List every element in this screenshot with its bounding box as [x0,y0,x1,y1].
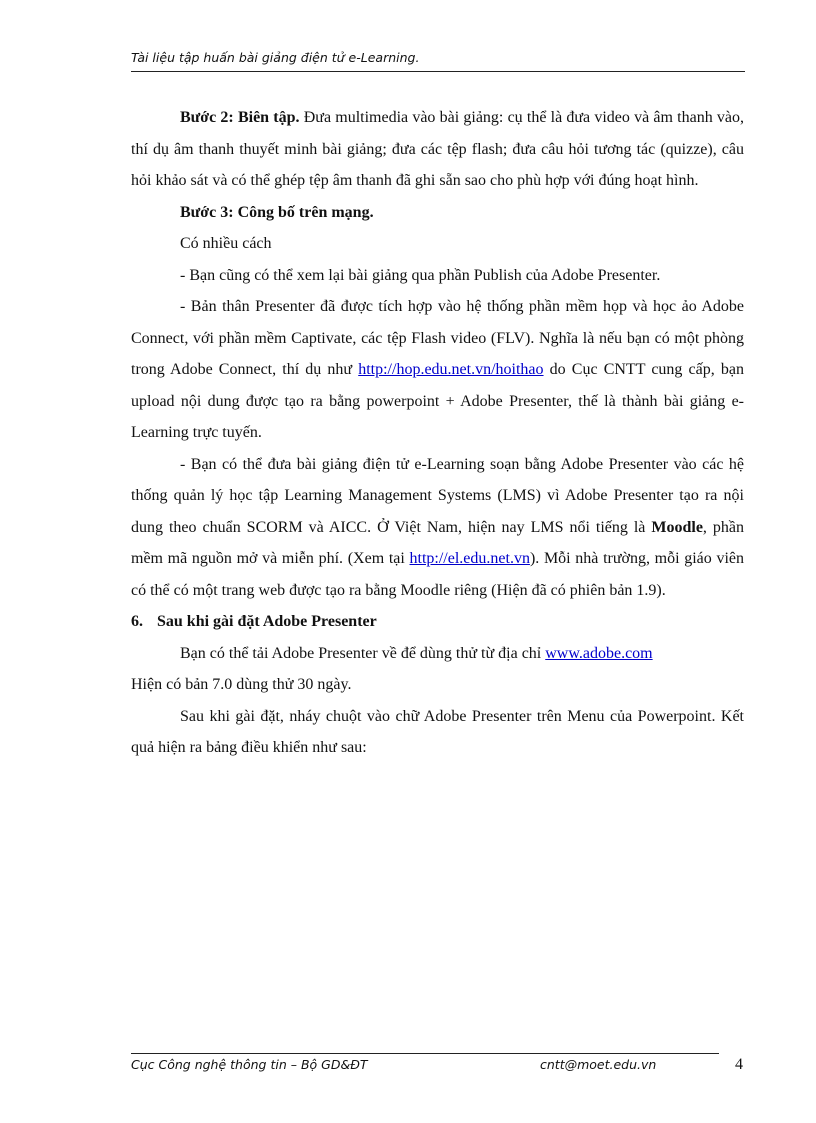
footer-org: Cục Công nghệ thông tin – Bộ GD&ĐT [131,1057,368,1072]
section6-number: 6. [131,613,143,630]
bullet2-text-1: - Bản thân Presenter đã được tích hợp vào hệ thống phần mềm họp và học ảo Adobe Connect, với phần mềm Captivate, các tệp Flash video (FLV). Nghĩa là nếu bạn có một phòng trong Adobe Connect, thí dụ như [131,298,744,378]
page-header: Tài liệu tập huấn bài giảng điện tử e-Learning. [131,50,420,65]
step3-label: Bước 3: Công bố trên mạng. [180,203,374,221]
bullet3-text-3: ). Mỗi nhà trường, mỗi giáo viên có thể có một trang web được tạo ra bằng Moodle riêng (Hiện đã có phiên bản 1.9). [131,550,744,599]
section6-heading [131,606,744,638]
footer-divider [131,1053,719,1054]
trial-text: Hiện có bản 7.0 dùng thử 30 ngày. [131,676,352,693]
footer-email: cntt@moet.edu.vn [540,1057,657,1072]
download-text: Bạn có thể tải Adobe Presenter về để dùng thử từ địa chỉ [180,644,546,662]
bullet3-text-2: , phần mềm mã nguồn mở và miễn phí. (Xem tại [131,518,745,567]
moodle-bold: Moodle [651,518,703,536]
bullet-adobe-connect [131,291,744,449]
bullet2-text-2: do Cục CNTT cung cấp, bạn upload nội dung được tạo ra bằng powerpoint + Adobe Presenter, thế là thành bài giảng e-Learning trực tuyến. [131,361,744,441]
hoithao-link[interactable]: http://hop.edu.net.vn/hoithao [358,361,544,378]
page-number: 4 [735,1056,743,1073]
many-ways-text: Có nhiều cách [180,235,272,252]
after-install-paragraph: Sau khi gài đặt, nháy chuột vào chữ Adobe Presenter trên Menu của Powerpoint. Kết quả hiện ra bảng điều khiển như sau: [131,707,744,756]
bullet-lms [131,449,744,607]
adobe-link[interactable]: www.adobe.com [545,644,653,662]
step2-label: Bước 2: Biên tập. [180,109,300,126]
step3-heading [131,197,744,229]
document-body [131,102,744,764]
bullet3-text-1: - Bạn có thể đưa bài giảng điện tử e-Learning soạn bằng Adobe Presenter vào các hệ thống quản lý học tập Learning Management Systems (LMS) vì Adobe Presenter tạo ra nội dung theo chuẩn SCORM và AICC. Ở Việt Nam, hiện nay LMS nổi tiếng là [131,455,744,536]
section6-title: Sau khi gài đặt Adobe Presenter [157,613,377,630]
bullet-publish: - Bạn cũng có thể xem lại bài giảng qua phần Publish của Adobe Presenter. [180,266,661,284]
download-paragraph [131,638,744,670]
step2-text: Đưa multimedia vào bài giảng: cụ thể là đưa video và âm thanh vào, thí dụ âm thanh thuyết minh bài giảng; đưa các tệp flash; đưa câu hỏi tương tác (quizze), câu hỏi khảo sát và có thể ghép tệp âm thanh đã ghi sẵn sao cho phù hợp với đúng hoạt hình. [131,109,745,189]
header-divider [131,71,745,72]
step2-paragraph [131,102,744,197]
el-edu-link[interactable]: http://el.edu.net.vn [409,550,530,567]
